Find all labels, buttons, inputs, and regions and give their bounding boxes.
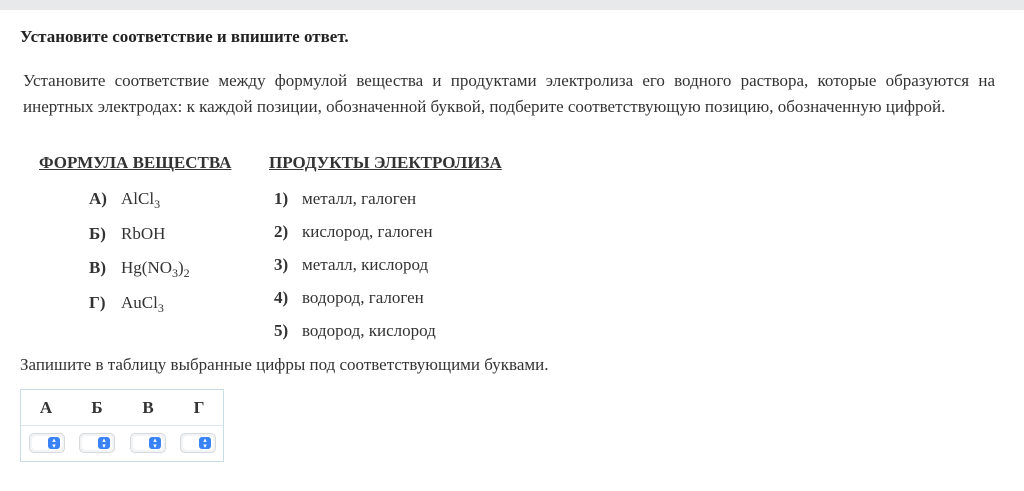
item-number: 1) — [274, 189, 289, 208]
left-item-a — [89, 187, 160, 211]
left-item-v — [89, 256, 190, 280]
formula: AuCl$_3$ — [121, 293, 164, 315]
answer-header-g: Г — [193, 398, 205, 417]
left-item-g — [89, 291, 164, 315]
item-letter: В) — [89, 258, 106, 277]
item-text: металл, кислород — [302, 255, 429, 274]
formula: $Hg(NO_3)_2$ — [121, 258, 190, 280]
right-item-2 — [274, 220, 433, 244]
formula: RbOH — [121, 224, 166, 243]
item-number: 2) — [274, 222, 289, 241]
top-bar — [0, 0, 1024, 10]
left-column-header: ФОРМУЛА ВЕЩЕСТВА — [39, 153, 232, 172]
up-down-chevron-icon: ▴ ▾ — [48, 437, 60, 449]
formula: AlCl$_3$ — [121, 189, 161, 211]
right-column-header: ПРОДУКТЫ ЭЛЕКТРОЛИЗА — [269, 153, 502, 172]
right-item-4 — [274, 286, 424, 310]
item-text: водород, галоген — [302, 288, 424, 307]
answer-header-b: Б — [91, 398, 103, 417]
task-title: Установите соответствие и впишите ответ. — [20, 27, 349, 46]
item-number: 3) — [274, 255, 289, 274]
left-item-b — [89, 222, 165, 246]
table-divider — [21, 425, 223, 426]
up-down-chevron-icon: ▴ ▾ — [149, 437, 161, 449]
answer-select-v[interactable] — [130, 433, 166, 453]
answer-header-a: А — [39, 398, 53, 417]
answer-select-a[interactable] — [29, 433, 65, 453]
answer-select-b[interactable] — [79, 433, 115, 453]
instruction-text: Запишите в таблицу выбранные цифры под соответствующими буквами. — [20, 355, 549, 374]
item-number: 5) — [274, 321, 289, 340]
right-item-3 — [274, 253, 428, 277]
item-text: металл, галоген — [302, 189, 417, 208]
question-text: Установите соответствие между формулой вещества и продуктами электролиза его водного раствора, которые образуются на инертных электродах: к каждой позиции, обозначенной буквой, подберите соответствующую позицию, обозначенную цифрой. — [23, 71, 995, 116]
right-item-1 — [274, 187, 416, 211]
up-down-chevron-icon: ▴ ▾ — [98, 437, 110, 449]
item-letter: Б) — [89, 224, 106, 243]
answer-table — [20, 389, 224, 462]
up-down-chevron-icon: ▴ ▾ — [199, 437, 211, 449]
item-number: 4) — [274, 288, 289, 307]
item-letter: Г) — [89, 293, 106, 312]
item-text: кислород, галоген — [302, 222, 433, 241]
right-item-5 — [274, 319, 436, 343]
item-letter: А) — [89, 189, 107, 208]
answer-select-g[interactable] — [180, 433, 216, 453]
answer-header-v: В — [142, 398, 154, 417]
item-text: водород, кислород — [302, 321, 436, 340]
